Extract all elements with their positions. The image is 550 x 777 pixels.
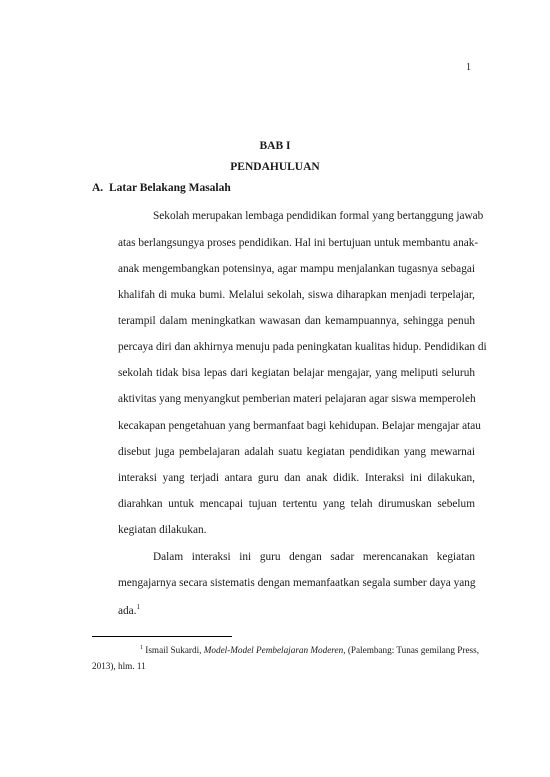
page-number: 1 [466,62,471,73]
paragraph-line: percaya diri dan akhirnya menuju pada peningkatan kualitas hidup. Pendidikan di [118,341,487,353]
paragraph-line: atas berlangsungya proses pendidikan. Hal ini bertujuan untuk membantu anak- [118,237,479,249]
paragraph-line: Dalam interaksi ini guru dengan sadar merencanakan kegiatan [153,551,475,563]
paragraph-line: anak mengembangkan potensinya, agar mampu menjalankan tugasnya sebagai [118,263,475,275]
chapter-label: BAB I [259,140,291,152]
paragraph-line: Sekolah merupakan lembaga pendidikan formal yang bertanggung jawab [153,210,484,222]
paragraph-line: aktivitas yang menyangkut pemberian materi pelajaran agar siswa memperoleh [118,393,476,405]
paragraph-line: kecakapan pengetahuan yang bermanfaat bagi kehidupan. Belajar mengajar atau [118,420,481,432]
paragraph-text: ada. [118,604,137,617]
footnote-publisher: (Palembang: Tunas gemilang Press, [347,645,479,656]
paragraph-line: disebut juga pembelajaran adalah suatu kegiatan pendidikan yang mewarnai [118,446,475,458]
paragraph-line: terampil dalam meningkatkan wawasan dan kemampuannya, sehingga penuh [118,315,475,327]
section-title: Latar Belakang Masalah [108,182,231,194]
paragraph-line-last [118,603,475,617]
footnote-line-2: 2013), hlm. 11 [92,661,146,671]
section-marker: A. [92,182,104,194]
footnote-line [92,645,479,656]
section-heading [92,182,231,194]
chapter-title: PENDAHULUAN [230,161,320,173]
paragraph-line: khalifah di muka bumi. Melalui sekolah, siswa diharapkan menjadi terpelajar, [118,289,475,301]
footnote-separator [92,636,232,637]
paragraph-line: mengajarnya secara sistematis dengan memanfaatkan segala sumber daya yang [118,577,476,589]
footnote-reference: 1 [136,603,141,611]
footnote-number: 1 [140,645,143,651]
paragraph-line: kegiatan dilakukan. [118,524,207,536]
footnote-title: Model-Model Pembelajaran Moderen, [203,645,346,656]
footnote-author: Ismail Sukardi, [145,645,202,656]
paragraph-line: interaksi yang terjadi antara guru dan anak didik. Interaksi ini dilakukan, [118,472,475,484]
paragraph-line: sekolah tidak bisa lepas dari kegiatan belajar mengajar, yang meliputi seluruh [118,367,475,379]
paragraph-line: diarahkan untuk mencapai tujuan tertentu yang telah dirumuskan sebelum [118,498,475,510]
